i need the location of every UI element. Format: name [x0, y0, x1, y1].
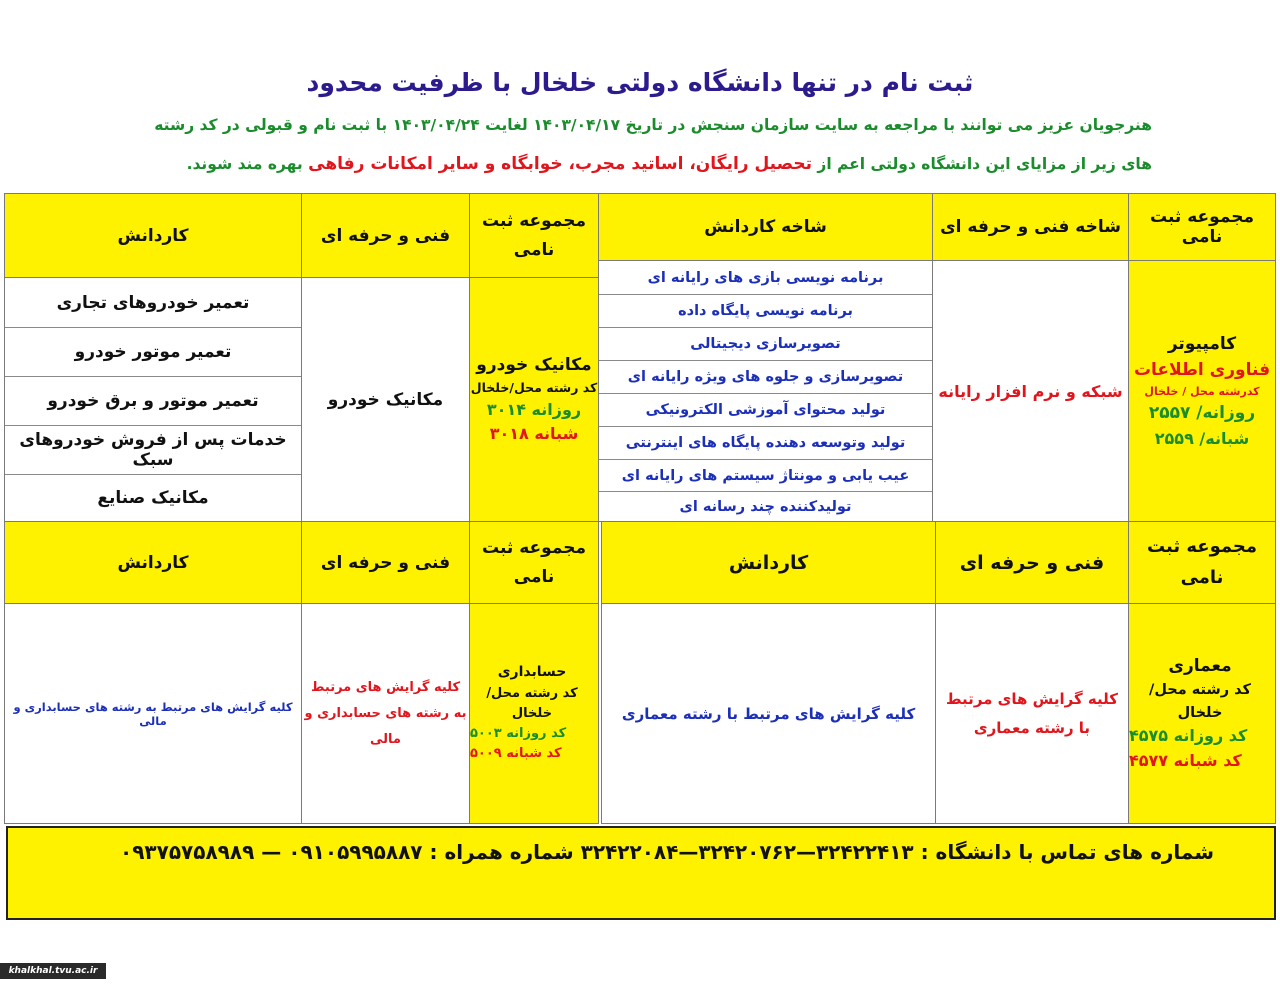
tr-kardani-item: تولید وتوسعه دهنده پایگاه های اینترنتی — [599, 426, 932, 459]
br-group-day: کد روزانه ۴۵۷۵ — [1129, 726, 1248, 746]
tr-group-code-label: کدرشته محل / خلخال — [1144, 385, 1260, 399]
watermark: khalkhal.tvu.ac.ir — [0, 963, 106, 979]
bl-kardani-cell: کلیه گرایش های مرتبط به رشته های حسابداری و مالی — [4, 603, 302, 824]
tr-kardani-item: برنامه نویسی بازی های رایانه ای — [647, 269, 884, 286]
bl-group-name: حسابداری — [497, 664, 567, 681]
bl-header-branch: فنی و حرفه ای — [301, 521, 470, 604]
tl-group-name: مکانیک خودرو — [476, 354, 592, 375]
tl-kardani-list — [4, 277, 302, 522]
br-group-code-label: کد رشته محل/خلخال — [1149, 682, 1251, 721]
br-header-branch: فنی و حرفه ای — [935, 521, 1129, 604]
br-header-group: مجموعه ثبت نامی — [1128, 521, 1276, 604]
tr-kardani-item: برنامه نویسی پایگاه داده — [599, 294, 932, 327]
intro-line-2-end: بهره مند شوند. — [186, 155, 303, 173]
page-title: ثبت نام در تنها دانشگاه دولتی خلخال با ظرفیت محدود — [306, 68, 974, 97]
tr-kardani-item: تولید محتوای آموزشی الکترونیکی — [599, 393, 932, 426]
bl-header-group: مجموعه ثبت نامی — [469, 521, 599, 604]
bl-group-cell — [469, 603, 599, 824]
tl-kardani-item: تعمیر خودروهای تجاری — [56, 292, 250, 313]
br-group-name: معماری — [1168, 656, 1232, 677]
tr-kardani-list — [598, 260, 933, 522]
tr-kardani-item: تولیدکننده چند رسانه ای — [599, 491, 932, 521]
tr-kardani-item: تصویرسازی و جلوه های ویژه رایانه ای — [599, 360, 932, 393]
tr-kardani-item: تصویرسازی دیجیتالی — [599, 327, 932, 360]
tr-header-kardani: شاخه کاردانش — [598, 193, 933, 261]
intro-line-1: هنرجویان عزیز می توانند با مراجعه به سایت سازمان سنجش در تاریخ ۱۴۰۳/۰۴/۱۷ لغایت ۱۴۰۳/۰۴/۲۴ با ثبت نام و قبولی در کد رشته — [154, 116, 1152, 134]
tl-header-group: مجموعه ثبت نامی — [469, 193, 599, 278]
br-branch-cell: کلیه گرایش های مرتبط با رشته معماری — [935, 603, 1129, 824]
intro-line-2 — [122, 154, 1152, 180]
br-group-cell — [1128, 603, 1276, 824]
tl-branch-cell: مکانیک خودرو — [301, 277, 470, 522]
tr-group-subname: فناوری اطلاعات — [1133, 359, 1271, 380]
tr-header-branch: شاخه فنی و حرفه ای — [932, 193, 1129, 261]
tl-group-day: روزانه ۳۰۱۴ — [486, 399, 582, 419]
tr-group-day: روزانه/ ۲۵۵۷ — [1148, 403, 1256, 424]
tr-kardani-item: عیب یابی و مونتاژ سیستم های رایانه ای — [599, 459, 932, 491]
tr-group-cell — [1128, 260, 1276, 522]
bl-group-night: کد شبانه ۵۰۰۹ — [470, 746, 562, 762]
bl-group-code-label: کد رشته محل/خلخال — [486, 686, 578, 722]
intro-benefits: تحصیل رایگان، اساتید مجرب، خوابگاه و سایر امکانات رفاهی — [308, 154, 812, 174]
br-group-night: کد شبانه ۴۵۷۷ — [1129, 751, 1242, 771]
tl-header-branch: فنی و حرفه ای — [301, 193, 470, 278]
tl-group-cell — [469, 277, 599, 522]
tl-kardani-item: مکانیک صنایع — [5, 474, 301, 521]
br-header-kardani: کاردانش — [601, 521, 936, 604]
tl-group-code-label: کد رشته محل/خلخال — [470, 380, 598, 396]
tl-kardani-item: تعمیر موتور و برق خودرو — [5, 376, 301, 425]
tl-kardani-item: تعمیر موتور خودرو — [5, 327, 301, 376]
tr-group-name: کامپیوتر — [1167, 333, 1237, 354]
bl-header-kardani: کاردانش — [4, 521, 302, 604]
tl-group-night: شبانه ۳۰۱۸ — [489, 424, 579, 444]
bl-group-day: کد روزانه ۵۰۰۳ — [470, 726, 567, 742]
br-kardani-cell: کلیه گرایش های مرتبط با رشته معماری — [601, 603, 936, 824]
tr-branch-cell: شبکه و نرم افزار رایانه — [932, 260, 1129, 522]
tr-header-group: مجموعه ثبت نامی — [1128, 193, 1276, 261]
tl-header-kardani: کاردانش — [4, 193, 302, 278]
bl-branch-cell: کلیه گرایش های مرتبط به رشته های حسابداری و مالی — [301, 603, 470, 824]
tl-kardani-item: خدمات پس از فروش خودروهای سبک — [5, 425, 301, 474]
contact-numbers: شماره های تماس با دانشگاه : ۳۲۴۲۲۴۱۳—۳۲۴۲۰۷۶۲—۳۲۴۲۲۰۸۴ شماره همراه : ۰۹۱۰۵۹۹۵۸۸۷ — ۰۹۳۷۵۷۵۸۹۸۹ — [120, 840, 1214, 864]
tr-group-night: شبانه/ ۲۵۵۹ — [1154, 428, 1250, 448]
intro-line-2-start: های زیر از مزایای این دانشگاه دولتی اعم از — [817, 155, 1152, 173]
